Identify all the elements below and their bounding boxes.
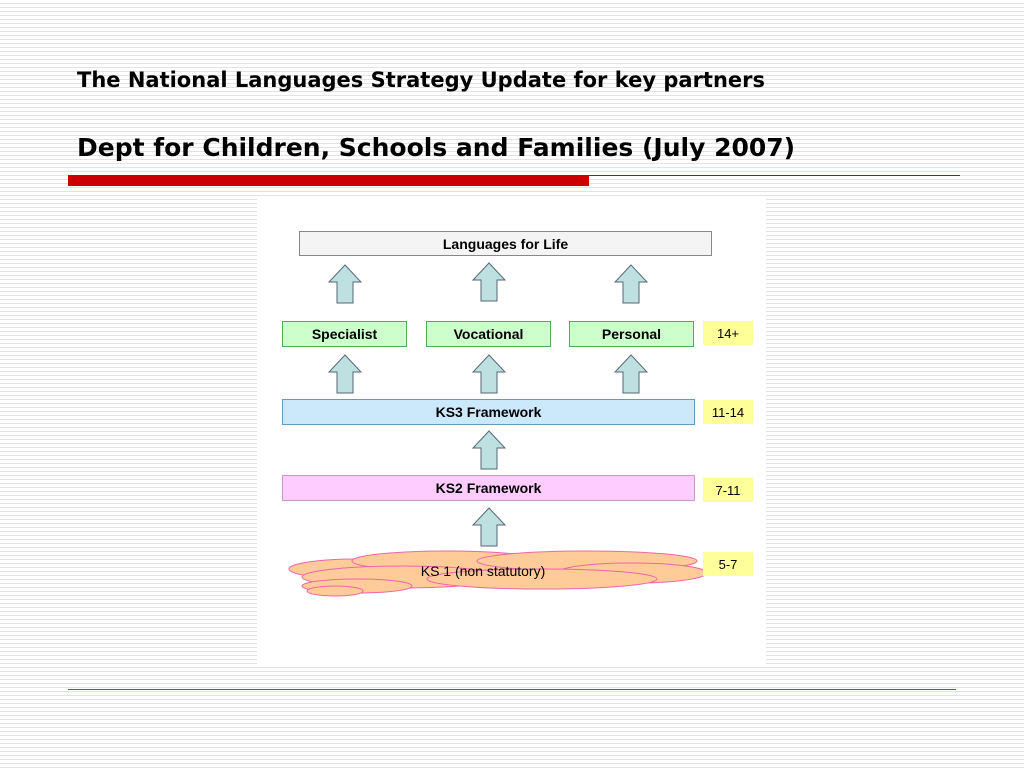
age-label-5-7: 5-7 [703,552,753,576]
arrow-up-icon [328,354,362,394]
strategy-diagram [257,197,766,666]
pathway-specialist: Specialist [282,321,407,347]
age-label-7-11: 7-11 [703,478,753,502]
arrow-up-icon [472,430,506,470]
ks2-framework-box: KS2 Framework [282,475,695,501]
languages-for-life-box: Languages for Life [299,231,712,256]
age-label-11-14: 11-14 [703,400,753,424]
ks3-framework-box: KS3 Framework [282,399,695,425]
arrow-up-icon [472,354,506,394]
footer-rule [68,689,956,690]
title-underline-bar [68,175,589,186]
title-underline-rule [589,175,960,176]
arrow-up-icon [614,264,648,304]
pathway-vocational: Vocational [426,321,551,347]
ks1-label: KS 1 (non statutory) [420,563,546,579]
arrow-up-icon [472,262,506,302]
arrow-up-icon [328,264,362,304]
slide-subtitle: Dept for Children, Schools and Families (July 2007) [77,133,796,162]
age-label-14-plus: 14+ [703,321,753,345]
slide-title: The National Languages Strategy Update for key partners [77,68,766,92]
arrow-up-icon [614,354,648,394]
pathway-personal: Personal [569,321,694,347]
arrow-up-icon [472,507,506,547]
